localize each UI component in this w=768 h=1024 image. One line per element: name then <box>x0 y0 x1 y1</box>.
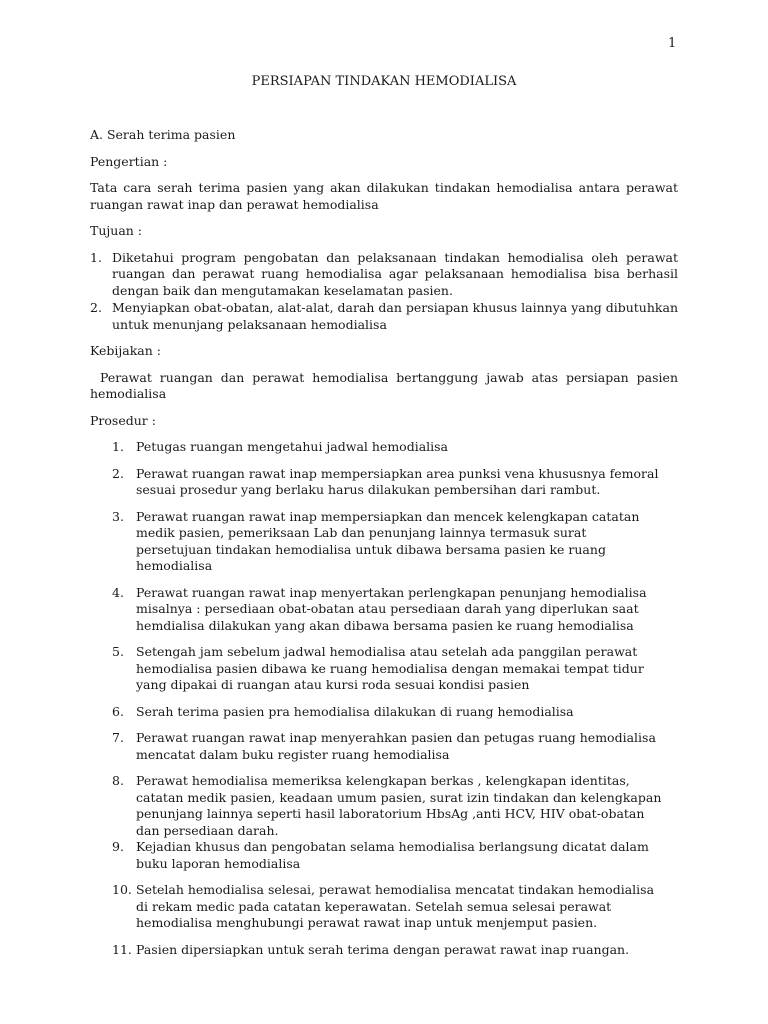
section-heading: A. Serah terima pasien <box>90 127 236 142</box>
prosedur-item-number: 7. <box>112 730 124 745</box>
prosedur-item <box>90 839 678 872</box>
prosedur-item-text: Perawat ruangan rawat inap mempersiapkan dan mencek kelengkapan catatan medik pasien, pemeriksaan Lab dan penunjang lainnya termasuk surat persetujuan tindakan hemodialisa untuk dibawa bersama pasien ke ruang hemodialisa <box>136 508 640 573</box>
prosedur-item-text: Setelah hemodialisa selesai, perawat hemodialisa mencatat tindakan hemodialisa di rekam medic pada catatan keperawatan. Setelah semua selesai perawat hemodialisa menghubungi perawat rawat inap untuk menjemput pasien. <box>136 882 655 930</box>
prosedur-item <box>90 882 678 932</box>
document-title: PERSIAPAN TINDAKAN HEMODIALISA <box>251 74 517 89</box>
prosedur-item-number: 1. <box>112 439 124 454</box>
prosedur-item-text: Pasien dipersiapkan untuk serah terima dengan perawat rawat inap ruangan. <box>136 941 630 957</box>
prosedur-item-text: Kejadian khusus dan pengobatan selama hemodialisa berlangsung dicatat dalam buku laporan hemodialisa <box>136 839 649 871</box>
prosedur-label: Prosedur : <box>90 412 156 428</box>
kebijakan-text: Perawat ruangan dan perawat hemodialisa bertanggung jawab atas persiapan pasien hemodialisa <box>90 369 678 401</box>
prosedur-list <box>90 439 678 958</box>
prosedur-item <box>90 942 678 959</box>
prosedur-item <box>90 704 678 721</box>
prosedur-item-number: 10. <box>112 882 132 897</box>
tujuan-item-number: 2. <box>90 300 102 315</box>
prosedur-item-number: 4. <box>112 584 124 600</box>
kebijakan-label: Kebijakan : <box>90 343 161 358</box>
tujuan-label: Tujuan : <box>90 223 143 238</box>
tujuan-item-text: Menyiapkan obat-obatan, alat-alat, darah dan persiapan khusus lainnya yang dibutuhkan untuk menunjang pelaksanaan hemodialisa <box>112 300 678 332</box>
tujuan-list <box>90 250 678 334</box>
prosedur-item <box>90 466 678 499</box>
tujuan-item-number: 1. <box>90 249 102 265</box>
prosedur-item-number: 5. <box>112 644 124 659</box>
prosedur-item <box>90 439 678 456</box>
prosedur-item-text: Serah terima pasien pra hemodialisa dilakukan di ruang hemodialisa <box>136 703 574 719</box>
tujuan-item-text: Diketahui program pengobatan dan pelaksanaan tindakan hemodialisa oleh perawat ruangan dan perawat ruang hemodialisa agar pelaksanaan hemodialisa bisa berhasil dengan baik dan mengutamakan keselamatan pasien. <box>112 249 678 298</box>
prosedur-item-text: Perawat hemodialisa memeriksa kelengkapan berkas , kelengkapan identitas, catatan medik pasien, keadaan umum pasien, surat izin tindakan dan kelengkapan penunjang lainnya seperti hasil laboratorium HbsAg ,anti HCV, HIV obat-obatan dan persediaan darah. <box>136 773 662 838</box>
prosedur-item-text: Perawat ruangan rawat inap menyerahkan pasien dan petugas ruang hemodialisa mencatat dalam buku register ruang hemodialisa <box>136 730 656 762</box>
prosedur-item-number: 3. <box>112 508 124 524</box>
document-body <box>90 127 678 968</box>
prosedur-item <box>90 585 678 635</box>
tujuan-item <box>90 250 678 300</box>
prosedur-item-text: Perawat ruangan rawat inap mempersiapkan area punksi vena khususnya femoral sesuai prosedur yang berlaku harus dilakukan pembersihan dari rambut. <box>136 465 659 497</box>
prosedur-item-number: 6. <box>112 703 124 719</box>
prosedur-item <box>90 509 678 575</box>
prosedur-item-number: 8. <box>112 773 124 788</box>
prosedur-item-number: 2. <box>112 465 124 481</box>
prosedur-item <box>90 773 678 839</box>
page-number: 1 <box>668 36 677 51</box>
prosedur-item-number: 11. <box>112 941 132 957</box>
prosedur-item <box>90 644 678 694</box>
pengertian-text: Tata cara serah terima pasien yang akan dilakukan tindakan hemodialisa antara perawat ruangan rawat inap dan perawat hemodialisa <box>90 180 678 212</box>
prosedur-item-text: Perawat ruangan rawat inap menyertakan perlengkapan penunjang hemodialisa misalnya : persediaan obat-obatan atau persediaan darah yang diperlukan saat hemdialisa dilakukan yang akan dibawa bersama pasien ke ruang hemodialisa <box>136 584 647 633</box>
prosedur-item-number: 9. <box>112 839 124 854</box>
tujuan-item <box>90 300 678 333</box>
prosedur-item <box>90 730 678 763</box>
prosedur-item-text: Petugas ruangan mengetahui jadwal hemodialisa <box>136 439 449 454</box>
prosedur-item-text: Setengah jam sebelum jadwal hemodialisa atau setelah ada panggilan perawat hemodialisa pasien dibawa ke ruang hemodialisa dengan memakai tempat tidur yang dipakai di ruangan atau kursi roda sesuai kondisi pasien <box>136 644 644 692</box>
pengertian-label: Pengertian : <box>90 153 168 169</box>
